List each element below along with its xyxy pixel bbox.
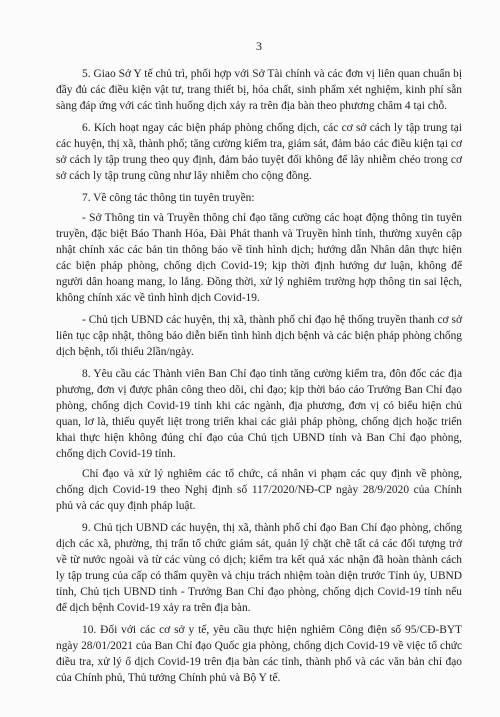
paragraph-7-information-heading: 7. Về công tác thông tin tuyên truyền: bbox=[82, 192, 255, 204]
paragraph-9-local-supervision: 9. Chủ tịch UBND các huyện, thị xã, thành phố chỉ đạo Ban Chỉ đạo phòng, chống dịch các xã, phường, thị trấn tổ chức giám sát, quản lý chặt chẽ tất cả các đối tượng trở về từ nước ngoài và từ các vùng có dịch; kiểm tra kết quả xác nhận đã hoàn thành cách ly tập trung của cấp có thẩm quyền và chịu trách nhiệm toàn diện trước Tỉnh ủy, UBND tỉnh, Chủ tịch UBND tỉnh - Trưởng Ban Chỉ đạo phòng, chống dịch Covid-19 tỉnh nếu để dịch bệnh Covid-19 xảy ra trên địa bàn. bbox=[56, 522, 462, 614]
paragraph-7-information-communication: - Sở Thông tin và Truyền thông chỉ đạo tăng cường các hoạt động thông tin tuyên truyền, đặc biệt Báo Thanh Hóa, Đài Phát thanh và Truyền hình tỉnh, thường xuyên cập nhật chính xác các bản tin thông báo về tình hình dịch; hướng dẫn Nhân dân thực hiện các biện pháp phòng, chống dịch Covid-19; kịp thời định hướng dư luận, không để người dân hoang mang, lo lắng. Đồng thời, xử lý nghiêm trường hợp thông tin sai lệch, không chính xác về tình hình dịch Covid-19. bbox=[56, 212, 462, 304]
page-number: 3 bbox=[256, 39, 262, 53]
paragraph-10-medical-facilities: 10. Đối với các cơ sở y tế, yêu cầu thực hiện nghiêm Công điện số 95/CĐ-BYT ngày 28/01/2021 của Ban Chỉ đạo Quốc gia phòng, chống dịch Covid-19 về việc tổ chức điều tra, xử lý ổ dịch Covid-19 trên địa bàn các tỉnh, thành phố và các văn bản chỉ đạo của Chính phủ, Thủ tướng Chính phủ và Bộ Y tế. bbox=[56, 624, 462, 684]
paragraph-8-steering-committee: 8. Yêu cầu các Thành viên Ban Chỉ đạo tỉnh tăng cường kiểm tra, đôn đốc các địa phương, đơn vị được phân công theo dõi, chỉ đạo; kịp thời báo cáo Trưởng Ban Chỉ đạo phòng, chống dịch Covid-19 tỉnh khi các ngành, địa phương, đơn vị có biểu hiện chủ quan, lơ là, thiếu quyết liệt trong triển khai các giải pháp phòng, chống dịch hoặc triển khai thực hiện không đúng chỉ đạo của Chủ tịch UBND tỉnh và Ban Chỉ đạo phòng, chống dịch Covid-19 tỉnh. bbox=[56, 368, 462, 460]
paragraph-7-local-broadcast: - Chủ tịch UBND các huyện, thị xã, thành phố chỉ đạo hệ thống truyền thanh cơ sở liên tục cập nhật, thông báo diễn biến tình hình dịch bệnh và các biện pháp phòng chống dịch bệnh, tối thiểu 2lần/ngày. bbox=[56, 314, 462, 358]
paragraph-8-violations: Chỉ đạo và xử lý nghiêm các tổ chức, cá nhân vi phạm các quy định về phòng, chống dịch Covid-19 theo Nghị định số 117/2020/NĐ-CP ngày 28/9/2020 của Chính phủ và các quy định pháp luật. bbox=[56, 468, 462, 512]
paragraph-6-quarantine-measures: 6. Kích hoạt ngay các biện pháp phòng chống dịch, các cơ sở cách ly tập trung tại các huyện, thị xã, thành phố; tăng cường kiểm tra, giám sát, đảm bảo các điều kiện tại cơ sở cách ly tập trung theo quy định, đảm bảo tuyệt đối không để lây nhiễm chéo trong cơ sở cách ly tập trung cũng như lây nhiễm cho cộng đồng. bbox=[56, 122, 462, 182]
paragraph-5-medical-supplies: 5. Giao Sở Y tế chủ trì, phối hợp với Sở Tài chính và các đơn vị liên quan chuẩn bị đầy đủ các điều kiện vật tư, trang thiết bị, hóa chất, sinh phẩm xét nghiệm, kinh phí sẵn sàng đáp ứng với các tình huống dịch xảy ra trên địa bàn theo phương châm 4 tại chỗ. bbox=[56, 68, 462, 112]
